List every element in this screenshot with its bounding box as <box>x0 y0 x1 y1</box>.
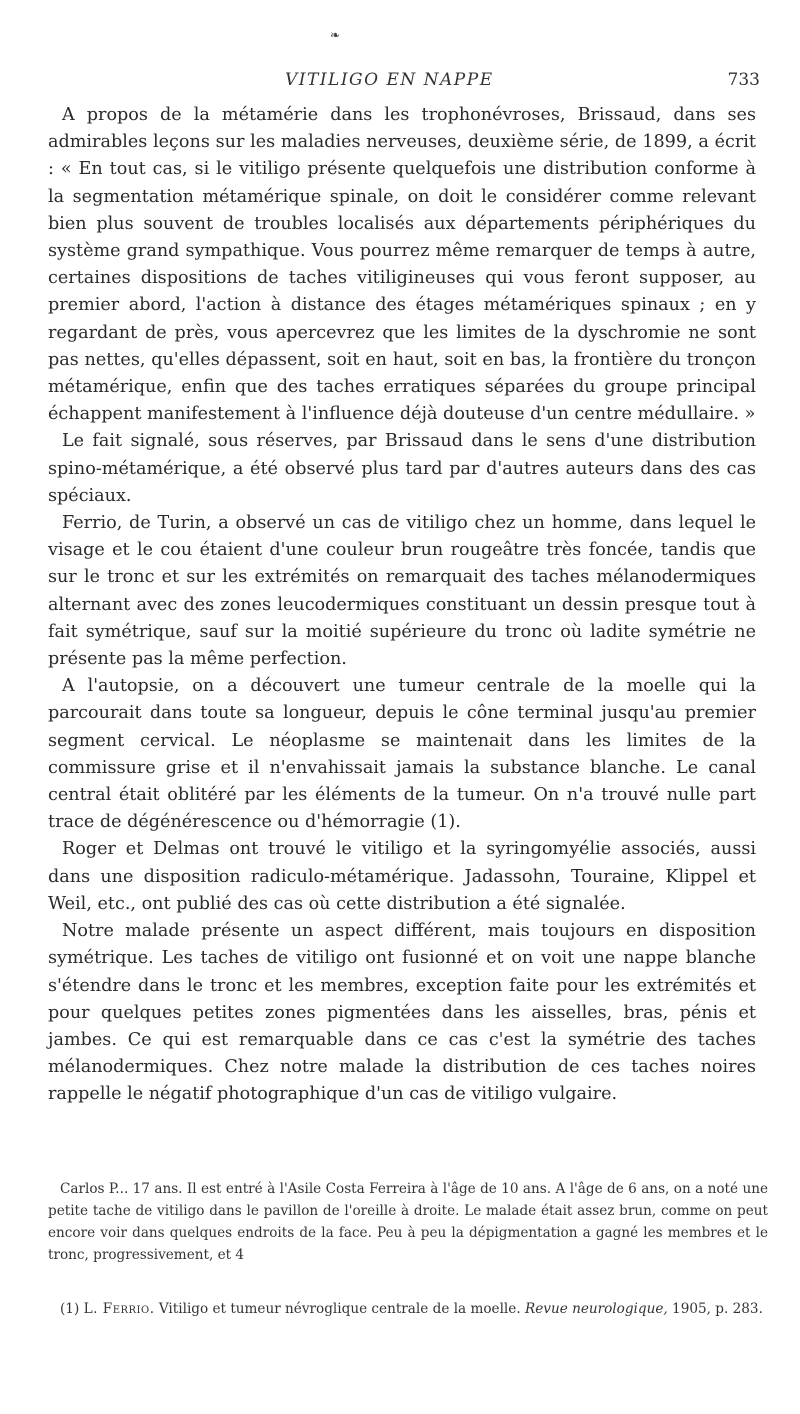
paragraph: Roger et Delmas ont trouvé le vitiligo et la syringomyélie associés, aussi dans une disposition radiculo-métamérique. Jadassohn, Touraine, Klippel et Weil, etc., ont publié des cas où cette distribution a été signalée. <box>48 839 756 914</box>
case-note <box>48 1178 768 1266</box>
running-header <box>0 70 800 96</box>
case-note-text: Carlos P... 17 ans. Il est entré à l'Asile Costa Ferreira à l'âge de 10 ans. A l'âge de 6 ans, on a noté une petite tache de vitiligo dans le pavillon de l'oreille à droite. Le malade était assez brun, comme on peut encore voir dans quelques endroits de la face. Peu à peu la dépigmentation a gagné les membres et le tronc, progressivement, et 4 <box>48 1181 768 1263</box>
footnote-marker: (1) <box>60 1301 80 1317</box>
page-number: 733 <box>727 70 760 90</box>
footnote-details: 1905, p. 283. <box>672 1301 763 1317</box>
paragraph: A l'autopsie, on a découvert une tumeur centrale de la moelle qui la parcourait dans toute sa longueur, depuis le cône terminal jusqu'au premier segment cervical. Le néoplasme se maintenait dans les limites de la commissure grise et il n'envahissait jamais la substance blanche. Le canal central était oblitéré par les éléments de la tumeur. On n'a trouvé nulle part trace de dégénérescence ou d'hémorragie (1). <box>48 676 756 833</box>
paragraph: Ferrio, de Turin, a observé un cas de vitiligo chez un homme, dans lequel le visage et le cou étaient d'une couleur brun rougeâtre très foncée, tandis que sur le tronc et sur les extrémités on remarquait des taches mélanodermiques alternant avec des zones leucodermiques constituant un dessin presque tout à fait symétrique, sauf sur la moitié supérieure du tronc où ladite symétrie ne présente pas la même perfection. <box>48 513 756 670</box>
paragraph: Notre malade présente un aspect différent, mais toujours en disposition symétrique. Les taches de vitiligo ont fusionné et on voit une nappe blanche s'étendre dans le tronc et les membres, exception faite pour les extrémités et pour quelques petites zones pigmentées dans les aisselles, bras, pénis et jambes. Ce qui est remarquable dans ce cas c'est la symétrie des taches mélanodermiques. Chez notre malade la distribution de ces taches noires rappelle le négatif photographique d'un cas de vitiligo vulgaire. <box>48 921 756 1105</box>
paragraph: A propos de la métamérie dans les trophonévroses, Brissaud, dans ses admirables leçons sur les maladies nerveuses, deuxième série, de 1899, a écrit : « En tout cas, si le vitiligo présente quelquefois une distribution conforme à la segmentation métamérique spinale, on doit le considérer comme relevant bien plus souvent de troubles localisés aux départements périphériques du système grand sympathique. Vous pourrez même remarquer de temps à autre, certaines dispositions de taches vitiligineuses qui vous feront supposer, au premier abord, l'action à distance des étages métamériques spinaux ; en y regardant de près, vous apercevrez que les limites de la dyschromie ne sont pas nettes, qu'elles dépassent, soit en haut, soit en bas, la frontière du tronçon métamérique, enfin que des taches erratiques séparées du groupe principal échappent manifestement à l'influence déjà douteuse d'un centre médullaire. » <box>48 105 756 425</box>
main-text <box>48 102 756 1109</box>
footnote-title: Vitiligo et tumeur névroglique centrale de la moelle. <box>158 1301 521 1317</box>
footnote-author: L. Ferrio. <box>83 1301 155 1317</box>
footnote <box>48 1298 768 1320</box>
running-title: VITILIGO EN NAPPE <box>285 70 494 90</box>
paragraph: Le fait signalé, sous réserves, par Brissaud dans le sens d'une distribution spino-métamérique, a été observé plus tard par d'autres auteurs dans des cas spéciaux. <box>48 431 756 506</box>
ornament-mark: ❧ <box>330 28 341 42</box>
footnote-journal: Revue neurologique, <box>524 1301 668 1317</box>
footnote-text <box>48 1298 768 1320</box>
